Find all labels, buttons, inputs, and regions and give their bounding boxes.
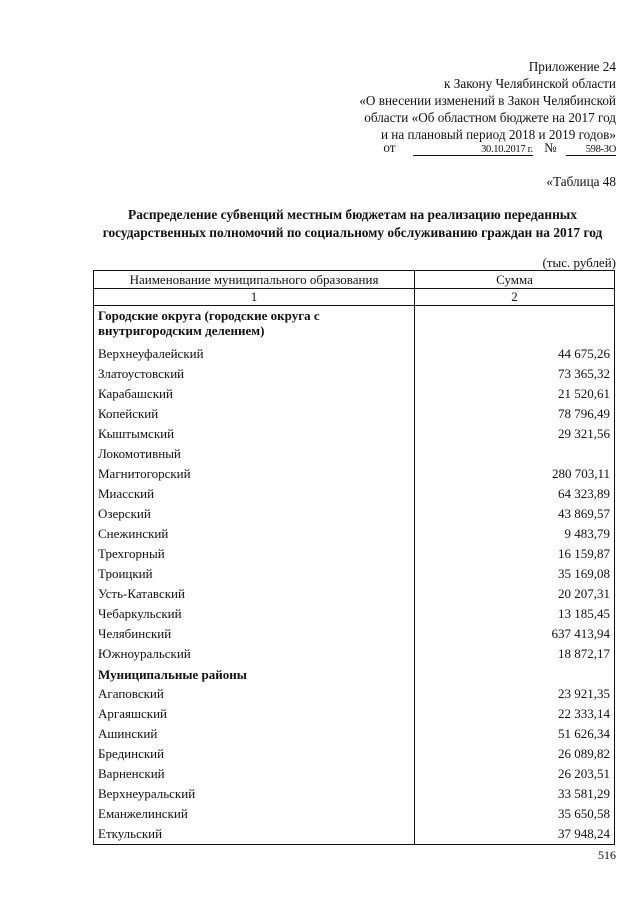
- signature-line: [383, 140, 616, 156]
- municipality-name: Еманжелинский: [94, 804, 415, 824]
- table-row: [94, 564, 615, 584]
- amend-line-3: и на плановый период 2018 и 2019 годов»: [380, 127, 616, 142]
- municipality-name: Локомотивный: [94, 444, 415, 464]
- municipality-name: Миасский: [94, 484, 415, 504]
- municipality-name: Агаповский: [94, 684, 415, 704]
- amount-value: [415, 664, 615, 684]
- municipality-name: Южноуральский: [94, 644, 415, 664]
- municipality-name: Чебаркульский: [94, 604, 415, 624]
- table-row: [94, 584, 615, 604]
- municipality-name: Ашинский: [94, 724, 415, 744]
- amount-value: 44 675,26: [415, 344, 615, 364]
- table-label: «Таблица 48: [546, 174, 616, 189]
- column-number-1: 1: [94, 289, 415, 306]
- amount-value: 73 365,32: [415, 364, 615, 384]
- number-field: 598-ЗО: [566, 144, 616, 156]
- amount-value: 13 185,45: [415, 604, 615, 624]
- amount-value: 280 703,11: [415, 464, 615, 484]
- amount-value: 18 872,17: [415, 644, 615, 664]
- amount-value: [415, 444, 615, 464]
- municipality-name: Варненский: [94, 764, 415, 784]
- date-field: 30.10.2017 г.: [413, 144, 533, 156]
- municipality-name: Кыштымский: [94, 424, 415, 444]
- table-row: [94, 604, 615, 624]
- table-row: [94, 644, 615, 664]
- from-label: от: [383, 140, 396, 155]
- column-header-name: Наименование муниципального образования: [94, 271, 415, 289]
- municipality-name: Троицкий: [94, 564, 415, 584]
- table-row: [94, 384, 615, 404]
- municipality-name: Магнитогорский: [94, 464, 415, 484]
- law-line: к Закону Челябинской области: [444, 76, 616, 91]
- table-row: [94, 764, 615, 784]
- amount-value: 64 323,89: [415, 484, 615, 504]
- table-row: [94, 424, 615, 444]
- amount-value: 78 796,49: [415, 404, 615, 424]
- appendix-line: Приложение 24: [528, 59, 616, 74]
- municipality-name: Снежинский: [94, 524, 415, 544]
- amount-value: 16 159,87: [415, 544, 615, 564]
- table-row: [94, 744, 615, 764]
- amount-value: 43 869,57: [415, 504, 615, 524]
- municipality-name: Брединский: [94, 744, 415, 764]
- page-number: 516: [598, 848, 616, 862]
- municipality-name: Карабашский: [94, 384, 415, 404]
- section-heading: Муниципальные районы: [94, 664, 415, 684]
- amount-value: 21 520,61: [415, 384, 615, 404]
- column-number-2: 2: [415, 289, 615, 306]
- column-number-row: [94, 289, 615, 306]
- document-header: [359, 58, 616, 143]
- amount-value: 35 650,58: [415, 804, 615, 824]
- table-row: [94, 804, 615, 824]
- table-row: [94, 624, 615, 644]
- table-header-row: [94, 271, 615, 289]
- table-row: [94, 464, 615, 484]
- amount-value: 35 169,08: [415, 564, 615, 584]
- table-row: [94, 524, 615, 544]
- amount-value: 37 948,24: [415, 824, 615, 845]
- table-row: [94, 484, 615, 504]
- table-row: [94, 444, 615, 464]
- table-row: [94, 704, 615, 724]
- units-label: (тыс. рублей): [542, 255, 616, 270]
- amount-value: 9 483,79: [415, 524, 615, 544]
- amount-value: 26 203,51: [415, 764, 615, 784]
- municipality-name: Усть-Катавский: [94, 584, 415, 604]
- municipality-name: Еткульский: [94, 824, 415, 845]
- table-row: [94, 684, 615, 704]
- municipality-name: Челябинский: [94, 624, 415, 644]
- amount-value: 20 207,31: [415, 584, 615, 604]
- table-row: [94, 404, 615, 424]
- number-label: №: [544, 140, 557, 155]
- amount-value: 23 921,35: [415, 684, 615, 704]
- amount-value: 29 321,56: [415, 424, 615, 444]
- section-row: [94, 306, 615, 345]
- municipality-name: Аргаяшский: [94, 704, 415, 724]
- municipality-name: Верхнеуральский: [94, 784, 415, 804]
- table-row: [94, 344, 615, 364]
- table-row: [94, 824, 615, 845]
- municipality-name: Озерский: [94, 504, 415, 524]
- table-row: [94, 364, 615, 384]
- amount-value: [415, 306, 615, 345]
- document-title: Распределение субвенций местным бюджетам на реализацию переданных государственных полномочий по социальному обслуживанию граждан на 2017 год: [102, 207, 603, 240]
- column-header-sum: Сумма: [415, 271, 615, 289]
- table-row: [94, 724, 615, 744]
- amount-value: 22 333,14: [415, 704, 615, 724]
- municipality-name: Копейский: [94, 404, 415, 424]
- section-row: [94, 664, 615, 684]
- amend-line-1: «О внесении изменений в Закон Челябинской: [359, 93, 616, 108]
- amount-value: 26 089,82: [415, 744, 615, 764]
- table-row: [94, 544, 615, 564]
- section-heading: Городские округа (городские округа с внутригородским делением): [94, 306, 415, 345]
- amount-value: 33 581,29: [415, 784, 615, 804]
- amend-line-2: области «Об областном бюджете на 2017 год: [364, 110, 616, 125]
- municipality-name: Трехгорный: [94, 544, 415, 564]
- amount-value: 637 413,94: [415, 624, 615, 644]
- municipality-name: Златоустовский: [94, 364, 415, 384]
- table-row: [94, 784, 615, 804]
- distribution-table: [93, 270, 615, 845]
- table-row: [94, 504, 615, 524]
- municipality-name: Верхнеуфалейский: [94, 344, 415, 364]
- amount-value: 51 626,34: [415, 724, 615, 744]
